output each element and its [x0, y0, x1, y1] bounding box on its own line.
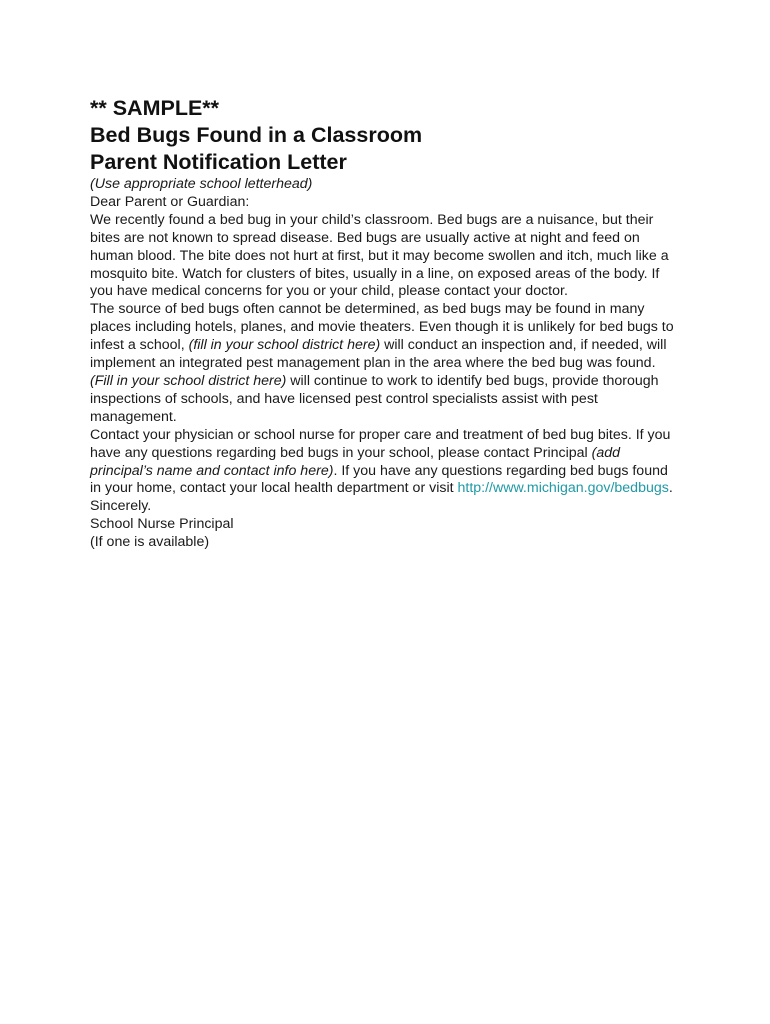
sample-heading: ** SAMPLE**	[90, 96, 220, 120]
district-placeholder-2: (Fill in your school district here)	[90, 372, 287, 389]
signature-note: (If one is available)	[90, 534, 210, 551]
paragraph-contact-text-2: . If you have any questions regarding bed bugs found in your home, contact your local health department or visit	[90, 462, 668, 497]
letter-subtitle: Parent Notification Letter	[90, 150, 347, 174]
paragraph-contact-text-1: Contact your physician or school nurse for proper care and treatment of bed bug bites. If you have any questions regarding bed bugs in your school, please contact Principal	[90, 426, 671, 461]
paragraph-bed-bug-info: We recently found a bed bug in your child’s classroom. Bed bugs are a nuisance, but their bites are not known to spread disease. Bed bugs are usually active at night and feed on human blood. The bite does not hurt at first, but it may become swollen and itch, much like a mosquito bite. Watch for clusters of bites, usually in a line, on exposed areas of the body. If you have medical concerns for you or your child, please contact your doctor.	[90, 211, 669, 300]
paragraph-inspection-text-1: The source of bed bugs often cannot be determined, as bed bugs may be found in many places including hotels, planes, and movie theaters. Even though it is unlikely for bed bugs to infest a school,	[90, 301, 674, 354]
paragraph-inspection	[90, 301, 680, 426]
letter-page	[90, 95, 680, 552]
paragraph-contact	[90, 427, 680, 499]
letterhead-note: (Use appropriate school letterhead)	[90, 176, 313, 192]
paragraph-inspection-text-3: will continue to work to identify bed bugs, provide thorough inspections of schools, and have licensed pest control specialists assist with pest management.	[90, 372, 659, 425]
district-placeholder-1: (fill in your school district here)	[188, 337, 381, 354]
bedbugs-link[interactable]: http://www.michigan.gov/bedbugs	[457, 480, 669, 497]
principal-placeholder: (add principal’s name and contact info here)	[90, 444, 621, 479]
signature: School Nurse Principal	[90, 516, 234, 533]
paragraph-inspection-text-2: will conduct an inspection and, if needed, will implement an integrated pest management plan in the area where the bed bug was found.	[90, 337, 667, 372]
letter-title: Bed Bugs Found in a Classroom	[90, 123, 423, 147]
salutation: Dear Parent or Guardian:	[90, 193, 250, 210]
paragraph-contact-text-3: .	[668, 480, 673, 497]
closing: Sincerely.	[90, 498, 152, 515]
